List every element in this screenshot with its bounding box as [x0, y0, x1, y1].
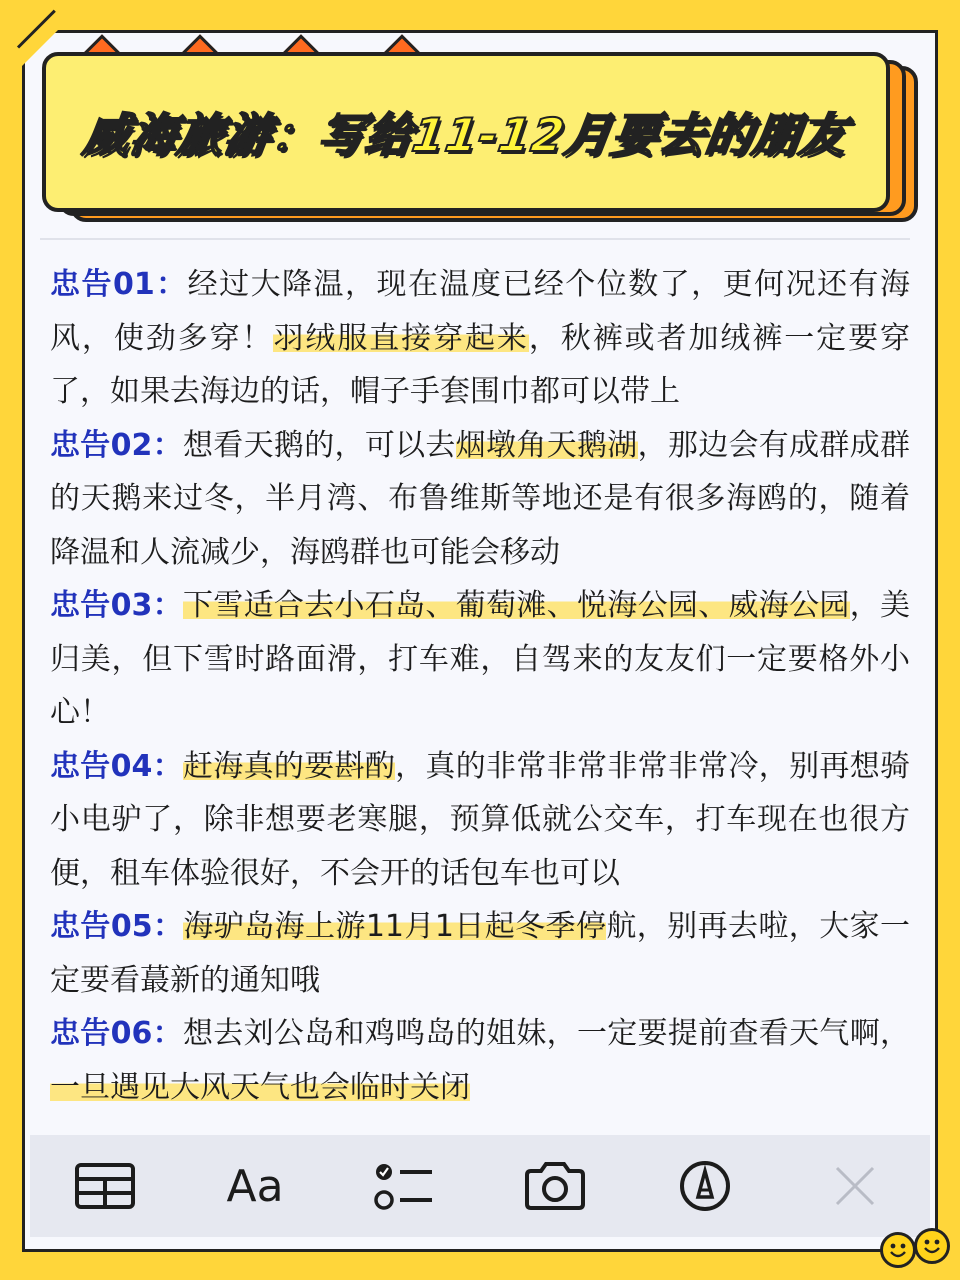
highlighted-text: 悦海公园、 — [576, 588, 729, 623]
tip-text: 经过大降温，现在温度已经个位数了，更何况还有海风，使劲多穿！ — [50, 267, 911, 356]
bottom-toolbar — [30, 1135, 930, 1237]
page-title: 威海旅游：写给11-12月要去的朋友 — [80, 108, 851, 162]
tip-text: 想看天鹅的，可以去 — [182, 427, 456, 463]
highlighted-text: 赶海真的要斟酌 — [182, 748, 396, 784]
tip-paragraph — [50, 579, 910, 740]
title-banner — [42, 52, 890, 212]
tip-text: ，那边会有成群成群的天鹅来过冬，半月湾、布鲁维斯等地还是有很多海鸥的，随着降温和人流减少，海鸥群也可能会移动 — [50, 427, 911, 570]
tip-label: 忠告05： — [50, 909, 184, 944]
note-content — [50, 258, 910, 1114]
tip-label: 忠告04： — [50, 748, 183, 784]
tip-label: 忠告01： — [50, 267, 188, 302]
tip-label: 忠告06： — [50, 1016, 183, 1051]
format-text-button[interactable] — [215, 1151, 295, 1221]
tip-paragraph — [50, 740, 910, 901]
tip-paragraph — [50, 419, 910, 580]
checklist-icon — [374, 1160, 436, 1212]
format-text-icon: Aa — [226, 1160, 284, 1212]
table-icon — [74, 1162, 136, 1210]
table-button[interactable] — [65, 1151, 145, 1221]
checklist-button[interactable] — [365, 1151, 445, 1221]
highlighted-text: 下雪适合去小石岛、 — [182, 588, 456, 623]
tip-paragraph — [50, 258, 910, 419]
close-icon — [833, 1164, 877, 1208]
smiley-icon — [880, 1232, 916, 1268]
tip-paragraph — [50, 1007, 910, 1114]
tip-label: 忠告02： — [50, 427, 183, 463]
tip-text: 想去刘公岛和鸡鸣岛的姐妹，一定要提前查看天气啊， — [182, 1016, 911, 1051]
smiley-icon — [914, 1228, 950, 1264]
tip-text: ，真的非常非常非常非常冷，别再想骑小电驴了，除非想要老寒腿，预算低就公交车，打车现在也很方便，租车体验很好，不会开的话包车也可以 — [50, 748, 911, 891]
tip-paragraph — [50, 900, 910, 1007]
tip-text: 航，别再去啦，大家一定要看蕞新的通知哦 — [50, 909, 911, 998]
highlighted-text: 一旦遇见大风天气也会临时关闭 — [50, 1069, 470, 1105]
markup-pen-icon — [678, 1159, 732, 1213]
markup-button[interactable] — [665, 1151, 745, 1221]
divider — [40, 238, 910, 240]
tip-text: ，美归美，但下雪时路面滑，打车难，自驾来的友友们一定要格外小心！ — [50, 588, 911, 730]
camera-icon — [523, 1161, 587, 1211]
highlighted-text: 羽绒服直接穿起来 — [273, 320, 529, 356]
camera-button[interactable] — [515, 1151, 595, 1221]
tip-label: 忠告03： — [50, 588, 183, 623]
highlighted-text: 海驴岛海上游11月1日起冬季停 — [183, 909, 607, 944]
highlighted-text: 葡萄滩、 — [455, 588, 577, 623]
highlighted-text: 烟墩角天鹅湖 — [455, 427, 638, 463]
close-button[interactable] — [815, 1151, 895, 1221]
tip-text: ，秋裤或者加绒裤一定要穿了，如果去海边的话，帽子手套围巾都可以带上 — [50, 320, 911, 409]
highlighted-text: 威海公园 — [728, 588, 850, 623]
